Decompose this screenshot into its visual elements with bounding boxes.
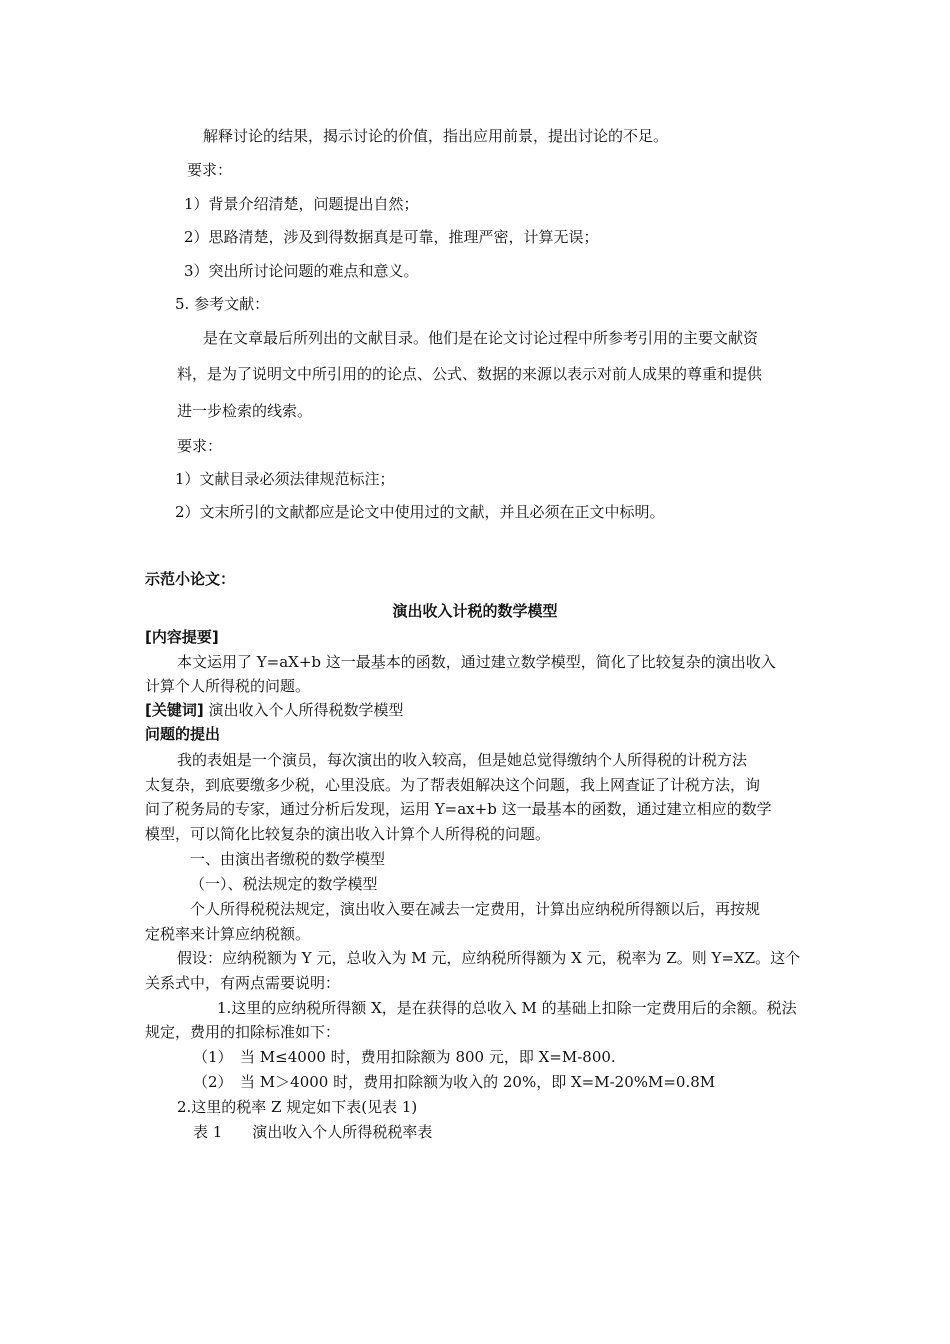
deduction-case-1: （1） 当 M≤4000 时，费用扣除额为 800 元，即 X=M-800. [193,1048,616,1066]
keywords-label: [关键词] [145,701,204,719]
references-requirement-2: 2）文末所引的文献都应是论文中使用过的文献，并且必须在正文中标明。 [175,503,665,521]
deduction-case-2: （2） 当 M＞4000 时，费用扣除额为收入的 20%，即 X=M-20%M=0.8M [193,1073,716,1091]
keywords-line [145,700,404,720]
requirement-item-2: 2）思路清楚，涉及到得数据真是可靠，推理严密，计算无误； [184,228,599,246]
sample-paper-label: 示范小论文： [145,570,236,588]
keywords-text: 演出收入个人所得税数学模型 [208,701,404,719]
deduction-line-1: 1.这里的应纳税所得额 X，是在获得的总收入 M 的基础上扣除一定费用后的余额。税法 [217,999,797,1017]
section-1-heading: 一、由演出者缴税的数学模型 [190,850,386,868]
assumption-line-2: 关系式中，有两点需要说明： [145,974,341,992]
abstract-line-2: 计算个人所得税的问题。 [145,677,311,695]
tax-law-line-2: 定税率来计算应纳税额。 [145,925,311,943]
problem-heading: 问题的提出 [145,725,221,743]
abstract-label: [内容提要] [145,628,219,646]
references-requirement-1: 1）文献目录必须法律规范标注； [175,470,395,488]
references-paragraph-line-3: 进一步检索的线索。 [177,402,313,420]
problem-paragraph-line-2: 太复杂，到底要缴多少税，心里没底。为了帮表姐解决这个问题，我上网查证了计税方法，询 [145,776,761,794]
abstract-line-1: 本文运用了 Y=aX+b 这一最基本的函数，通过建立数学模型，简化了比较复杂的演出收入 [177,653,776,671]
tax-law-line-1: 个人所得税税法规定，演出收入要在减去一定费用，计算出应纳税所得额以后，再按规 [190,900,761,918]
section-1-1-heading: （一）、税法规定的数学模型 [190,875,378,893]
requirement-item-3: 3）突出所讨论问题的难点和意义。 [184,262,419,280]
references-heading: 5. 参考文献： [175,295,270,313]
problem-paragraph-line-1: 我的表姐是一个演员，每次演出的收入较高，但是她总觉得缴纳个人所得税的计税方法 [177,751,748,769]
paper-title: 演出收入计税的数学模型 [392,602,558,620]
assumption-line-1: 假设：应纳税额为 Y 元，总收入为 M 元，应纳税所得额为 X 元，税率为 Z。则 Y=XZ。这个 [177,949,801,967]
problem-paragraph-line-3: 问了税务局的专家，通过分析后发现，运用 Y=ax+b 这一最基本的函数，通过建立相应的数学 [145,800,772,818]
table-caption: 表 1 演出收入个人所得税税率表 [193,1123,433,1141]
deduction-line-2: 规定，费用的扣除标准如下： [145,1023,341,1041]
requirement-item-1: 1）背景介绍清楚，问题提出自然； [184,195,419,213]
problem-paragraph-line-4: 模型，可以简化比较复杂的演出收入计算个人所得税的问题。 [145,825,551,843]
references-paragraph-line-2: 料，是为了说明文中所引用的的论点、公式、数据的来源以表示对前人成果的尊重和提供 [177,365,763,383]
references-paragraph-line-1: 是在文章最后所列出的文献目录。他们是在论文讨论过程中所参考引用的主要文献资 [203,329,759,347]
intro-line: 解释讨论的结果，揭示讨论的价值，指出应用前景，提出讨论的不足。 [203,127,669,145]
requirements-label: 要求： [187,161,233,179]
tax-rate-line: 2.这里的税率 Z 规定如下表(见表 1) [177,1098,418,1116]
references-requirements-label: 要求： [177,437,223,455]
